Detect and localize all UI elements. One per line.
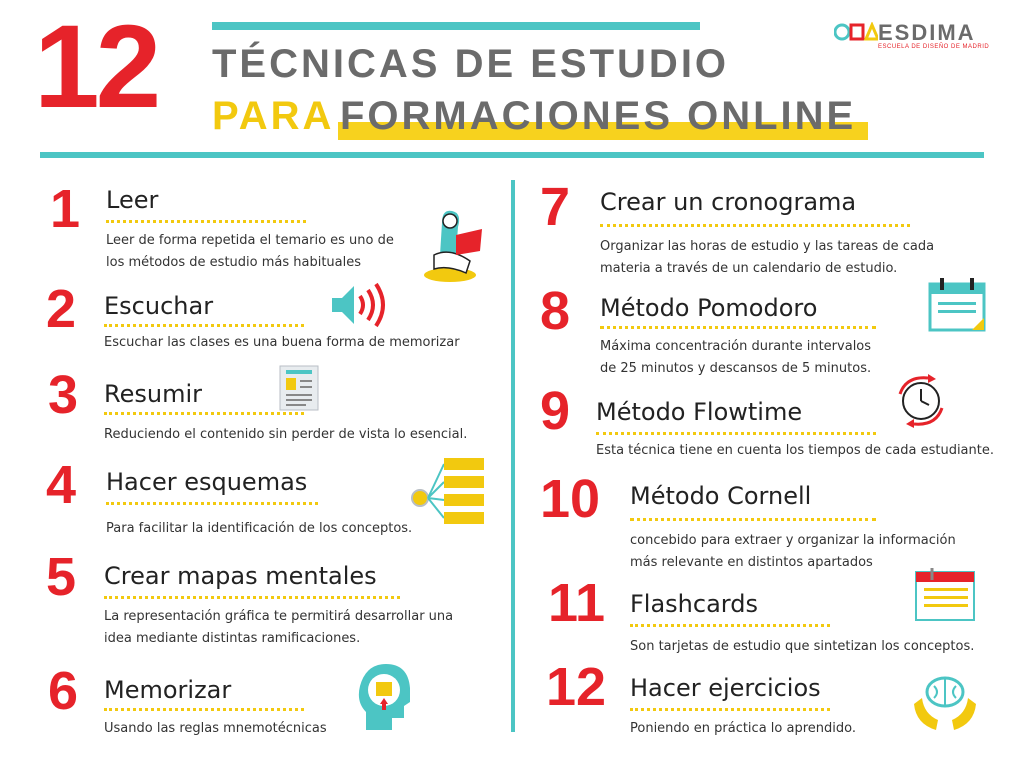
dotted-underline bbox=[630, 708, 830, 711]
item-title: Hacer ejercicios bbox=[630, 674, 821, 702]
page-title-line1: TÉCNICAS DE ESTUDIO bbox=[212, 42, 730, 86]
item-description: Para facilitar la identificación de los conceptos. bbox=[106, 521, 413, 536]
page-title-line2-part1: PARA bbox=[212, 94, 335, 138]
item-number: 6 bbox=[48, 661, 79, 721]
notepad-icon bbox=[914, 566, 976, 624]
header-divider bbox=[40, 152, 984, 158]
dotted-underline bbox=[596, 432, 876, 435]
item-title: Leer bbox=[106, 186, 159, 214]
item-number: 11 bbox=[548, 573, 606, 633]
item-number: 10 bbox=[540, 469, 601, 529]
item-description: Leer de forma repetida el temario es uno de los métodos de estudio más habituales bbox=[106, 233, 394, 270]
reading-person-icon bbox=[420, 205, 490, 285]
calendar-icon bbox=[928, 276, 988, 334]
dotted-underline bbox=[104, 412, 304, 415]
head-memory-icon bbox=[356, 662, 412, 732]
item-description: Escuchar las clases es una buena forma de memorizar bbox=[104, 335, 460, 350]
item-number: 5 bbox=[46, 547, 77, 607]
dotted-underline bbox=[106, 220, 306, 223]
logo-subtitle: ESCUELA DE DISEÑO DE MADRID bbox=[878, 44, 990, 50]
speaker-icon bbox=[328, 280, 390, 330]
dotted-underline bbox=[630, 518, 876, 521]
item-number: 7 bbox=[540, 177, 571, 237]
item-number: 9 bbox=[540, 381, 571, 441]
item-title: Método Pomodoro bbox=[600, 294, 818, 322]
item-title: Flashcards bbox=[630, 590, 758, 618]
item-title: Crear un cronograma bbox=[600, 188, 857, 216]
dotted-underline bbox=[106, 502, 318, 505]
page-title-line2-part2: FORMACIONES ONLINE bbox=[340, 94, 857, 138]
item-number: 8 bbox=[540, 281, 571, 341]
big-number: 12 bbox=[34, 1, 158, 133]
item-title: Resumir bbox=[104, 380, 202, 408]
item-title: Escuchar bbox=[104, 292, 214, 320]
logo-icon bbox=[834, 22, 878, 42]
item-description: concebido para extraer y organizar la información más relevante en distintos apartados bbox=[630, 533, 956, 570]
item-title: Método Cornell bbox=[630, 482, 812, 510]
item-description: Poniendo en práctica lo aprendido. bbox=[630, 721, 856, 736]
item-number: 1 bbox=[50, 179, 81, 239]
item-title: Método Flowtime bbox=[596, 398, 803, 426]
top-accent-bar bbox=[212, 22, 700, 30]
item-title: Hacer esquemas bbox=[106, 468, 308, 496]
item-number: 2 bbox=[46, 279, 77, 339]
item-description: Reduciendo el contenido sin perder de vista lo esencial. bbox=[104, 427, 468, 442]
brain-hands-icon bbox=[910, 664, 980, 734]
dotted-underline bbox=[104, 324, 304, 327]
item-description: Son tarjetas de estudio que sintetizan los conceptos. bbox=[630, 639, 975, 654]
item-description: La representación gráfica te permitirá desarrollar una idea mediante distintas ramificaciones. bbox=[104, 609, 454, 646]
item-number: 3 bbox=[48, 365, 79, 425]
item-description: Usando las reglas mnemotécnicas bbox=[104, 721, 327, 736]
item-description: Organizar las horas de estudio y las tareas de cada materia a través de un calendario de estudio. bbox=[600, 239, 935, 276]
document-summary-icon bbox=[278, 364, 320, 412]
dotted-underline bbox=[104, 596, 400, 599]
dotted-underline bbox=[630, 624, 830, 627]
logo-text: ESDIMA bbox=[878, 20, 976, 45]
item-number: 12 bbox=[546, 657, 607, 717]
item-title: Crear mapas mentales bbox=[104, 562, 377, 590]
item-description: Esta técnica tiene en cuenta los tiempos de cada estudiante. bbox=[596, 443, 994, 458]
scheme-diagram-icon bbox=[408, 456, 488, 536]
column-divider bbox=[511, 180, 515, 732]
dotted-underline bbox=[104, 708, 304, 711]
item-number: 4 bbox=[46, 455, 77, 515]
clock-cycle-icon bbox=[892, 374, 950, 428]
dotted-underline bbox=[600, 326, 876, 329]
dotted-underline bbox=[600, 224, 910, 227]
item-description: Máxima concentración durante intervalos de 25 minutos y descansos de 5 minutos. bbox=[600, 339, 872, 376]
item-title: Memorizar bbox=[104, 676, 232, 704]
